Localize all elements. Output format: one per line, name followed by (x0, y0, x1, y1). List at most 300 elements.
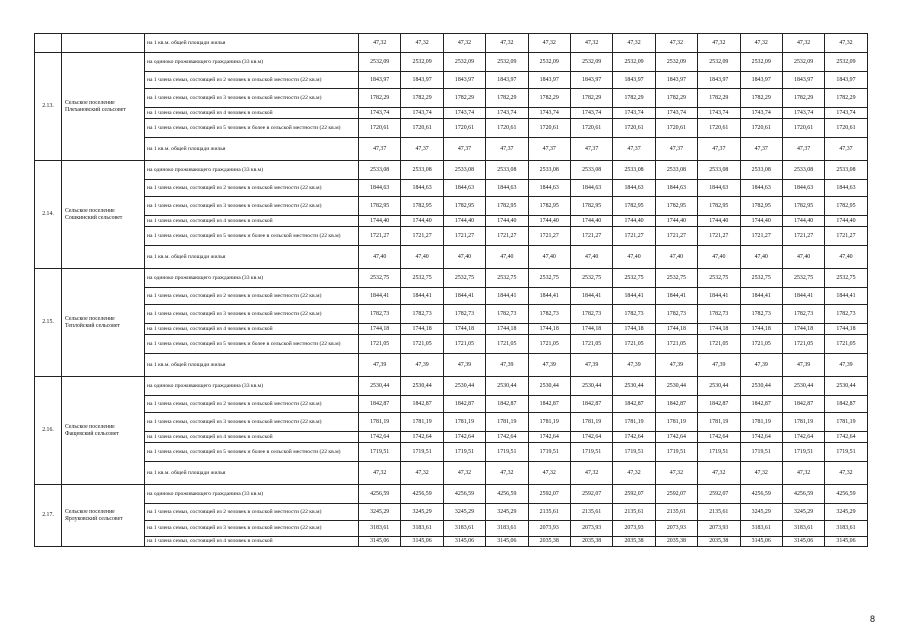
value-cell: 2530,44 (655, 377, 697, 396)
value-cell: 1744,40 (443, 216, 485, 227)
value-cell: 1744,18 (443, 324, 485, 335)
value-cell: 47,32 (740, 34, 782, 53)
value-cell: 1781,19 (570, 413, 612, 432)
row-label: на 1 члена семьи, состоящей из 5 человек и более в сельской местности (22 кв.м) (145, 335, 359, 354)
row-code: 2.16. (35, 377, 62, 485)
value-cell: 47,32 (443, 462, 485, 485)
value-cell: 2530,44 (782, 377, 824, 396)
value-cell: 1744,18 (655, 324, 697, 335)
value-cell: 1720,61 (613, 119, 655, 138)
value-cell: 1782,29 (740, 89, 782, 108)
table-row (35, 161, 868, 180)
table-row (35, 288, 868, 305)
value-cell: 1781,19 (782, 413, 824, 432)
value-cell: 1842,87 (655, 396, 697, 413)
value-cell: 47,39 (570, 354, 612, 377)
value-cell: 1844,63 (698, 180, 740, 197)
value-cell: 1719,51 (613, 443, 655, 462)
value-cell: 1721,27 (740, 227, 782, 246)
value-cell: 1781,19 (359, 413, 401, 432)
value-cell: 47,40 (825, 246, 867, 269)
value-cell: 2592,07 (655, 485, 697, 504)
table-row (35, 521, 868, 537)
row-label: на 1 члена семьи, состоящей из 4 человек в сельской (145, 537, 359, 547)
table-row (35, 504, 868, 521)
value-cell: 4256,59 (401, 485, 443, 504)
settlement-name: Сельское поселение Ярлуковский сельсовет (62, 485, 145, 547)
value-cell: 2533,08 (698, 161, 740, 180)
value-cell: 1720,61 (528, 119, 570, 138)
value-cell: 1742,64 (740, 432, 782, 443)
value-cell: 47,40 (740, 246, 782, 269)
value-cell: 2530,44 (740, 377, 782, 396)
value-cell: 1843,97 (825, 72, 867, 89)
value-cell: 1742,64 (528, 432, 570, 443)
value-cell: 1744,40 (740, 216, 782, 227)
table-row (35, 89, 868, 108)
value-cell: 2530,44 (570, 377, 612, 396)
value-cell: 1844,63 (443, 180, 485, 197)
value-cell: 2135,61 (655, 504, 697, 521)
value-cell: 3145,06 (486, 537, 528, 547)
table-row (35, 53, 868, 72)
value-cell: 1843,97 (359, 72, 401, 89)
value-cell: 2533,08 (825, 161, 867, 180)
value-cell: 1844,41 (698, 288, 740, 305)
value-cell: 3183,61 (825, 521, 867, 537)
value-cell: 1721,05 (528, 335, 570, 354)
value-cell: 1721,27 (528, 227, 570, 246)
value-cell: 47,37 (570, 138, 612, 161)
value-cell: 47,37 (528, 138, 570, 161)
value-cell: 1844,63 (782, 180, 824, 197)
value-cell: 1719,51 (698, 443, 740, 462)
value-cell: 1721,05 (359, 335, 401, 354)
value-cell: 2532,75 (782, 269, 824, 288)
value-cell: 1781,19 (613, 413, 655, 432)
value-cell: 1744,18 (486, 324, 528, 335)
value-cell: 1842,87 (443, 396, 485, 413)
value-cell: 2530,44 (698, 377, 740, 396)
value-cell: 47,32 (825, 34, 867, 53)
value-cell: 2035,38 (528, 537, 570, 547)
value-cell: 47,39 (782, 354, 824, 377)
value-cell: 1720,61 (401, 119, 443, 138)
value-cell: 3145,06 (401, 537, 443, 547)
value-cell: 47,32 (655, 34, 697, 53)
value-cell: 1844,41 (655, 288, 697, 305)
value-cell: 47,32 (443, 34, 485, 53)
page-number: 8 (870, 614, 876, 624)
value-cell: 1844,63 (613, 180, 655, 197)
value-cell: 1721,27 (782, 227, 824, 246)
value-cell: 3183,61 (740, 521, 782, 537)
value-cell: 1844,41 (528, 288, 570, 305)
value-cell: 3183,61 (359, 521, 401, 537)
row-label: на 1 члена семьи, состоящей из 3 человек в сельской местности (22 кв.м) (145, 521, 359, 537)
value-cell: 1742,64 (698, 432, 740, 443)
settlement-name: Сельское поселение Теплойский сельсовет (62, 269, 145, 377)
value-cell: 2532,09 (486, 53, 528, 72)
value-cell: 2532,09 (401, 53, 443, 72)
value-cell: 1744,18 (359, 324, 401, 335)
value-cell: 2533,08 (655, 161, 697, 180)
value-cell: 47,32 (698, 462, 740, 485)
value-cell: 1719,51 (443, 443, 485, 462)
row-label: на 1 члена семьи, состоящей из 3 человек в сельской местности (22 кв.м) (145, 89, 359, 108)
value-cell: 47,32 (401, 34, 443, 53)
value-cell: 1844,41 (443, 288, 485, 305)
value-cell: 2135,61 (698, 504, 740, 521)
row-label: на 1 кв.м. общей площади жилья (145, 138, 359, 161)
value-cell: 1782,73 (443, 305, 485, 324)
row-label: на 1 кв.м. общей площади жилья (145, 34, 359, 53)
value-cell: 1744,18 (698, 324, 740, 335)
row-label: на 1 члена семьи, состоящей из 3 человек в сельской местности (22 кв.м) (145, 305, 359, 324)
value-cell: 1743,74 (401, 108, 443, 119)
value-cell: 2533,08 (740, 161, 782, 180)
value-cell: 2530,44 (486, 377, 528, 396)
value-cell: 2532,09 (359, 53, 401, 72)
value-cell: 1842,87 (486, 396, 528, 413)
value-cell: 1744,18 (613, 324, 655, 335)
value-cell: 2532,75 (401, 269, 443, 288)
value-cell: 1744,40 (528, 216, 570, 227)
value-cell: 1843,97 (401, 72, 443, 89)
value-cell: 4256,59 (486, 485, 528, 504)
value-cell: 1744,40 (401, 216, 443, 227)
value-cell: 4256,59 (782, 485, 824, 504)
row-label: на 1 члена семьи, состоящей из 4 человек в сельской (145, 108, 359, 119)
value-cell: 1782,73 (655, 305, 697, 324)
value-cell: 1743,74 (655, 108, 697, 119)
value-cell: 1782,73 (698, 305, 740, 324)
value-cell: 2533,08 (528, 161, 570, 180)
value-cell: 1843,97 (528, 72, 570, 89)
value-cell: 1744,18 (401, 324, 443, 335)
table-row (35, 462, 868, 485)
value-cell: 1843,97 (613, 72, 655, 89)
value-cell: 1721,27 (401, 227, 443, 246)
value-cell: 3145,06 (443, 537, 485, 547)
value-cell: 4256,59 (443, 485, 485, 504)
row-label: на 1 члена семьи, состоящей из 2 человек в сельской местности (22 кв.м) (145, 180, 359, 197)
value-cell: 2035,38 (698, 537, 740, 547)
row-label: на одиноко проживающего гражданина (33 кв.м) (145, 161, 359, 180)
value-cell: 3245,29 (782, 504, 824, 521)
value-cell: 3245,29 (359, 504, 401, 521)
row-label: на 1 члена семьи, состоящей из 3 человек в сельской местности (22 кв.м) (145, 197, 359, 216)
value-cell: 1721,27 (613, 227, 655, 246)
value-cell: 47,32 (528, 34, 570, 53)
row-label: на 1 члена семьи, состоящей из 5 человек и более в сельской местности (22 кв.м) (145, 227, 359, 246)
table-row (35, 269, 868, 288)
value-cell: 47,32 (740, 462, 782, 485)
value-cell: 47,32 (698, 34, 740, 53)
table-row (35, 335, 868, 354)
value-cell: 1844,63 (528, 180, 570, 197)
value-cell: 1782,29 (698, 89, 740, 108)
value-cell: 1843,97 (782, 72, 824, 89)
value-cell: 1743,74 (613, 108, 655, 119)
value-cell: 1719,51 (825, 443, 867, 462)
value-cell: 1843,97 (740, 72, 782, 89)
table-row (35, 377, 868, 396)
value-cell: 1744,40 (486, 216, 528, 227)
row-label: на одиноко проживающего гражданина (33 кв.м) (145, 485, 359, 504)
value-cell: 1742,64 (570, 432, 612, 443)
value-cell: 47,40 (528, 246, 570, 269)
value-cell: 2530,44 (401, 377, 443, 396)
value-cell: 1744,40 (613, 216, 655, 227)
value-cell: 3245,29 (486, 504, 528, 521)
value-cell: 1742,64 (782, 432, 824, 443)
table-row (35, 216, 868, 227)
row-label: на 1 члена семьи, состоящей из 2 человек в сельской местности (22 кв.м) (145, 72, 359, 89)
value-cell: 1744,18 (740, 324, 782, 335)
value-cell: 2532,09 (570, 53, 612, 72)
value-cell: 47,39 (613, 354, 655, 377)
value-cell: 1844,63 (825, 180, 867, 197)
row-label: на 1 члена семьи, состоящей из 5 человек и более в сельской местности (22 кв.м) (145, 119, 359, 138)
value-cell: 1842,87 (359, 396, 401, 413)
value-cell: 1720,61 (698, 119, 740, 138)
value-cell: 1742,64 (825, 432, 867, 443)
value-cell: 1782,73 (486, 305, 528, 324)
value-cell: 3145,06 (782, 537, 824, 547)
value-cell: 2533,08 (782, 161, 824, 180)
value-cell: 1844,63 (359, 180, 401, 197)
value-cell: 47,40 (443, 246, 485, 269)
value-cell: 2532,09 (528, 53, 570, 72)
row-label: на 1 члена семьи, состоящей из 2 человек в сельской местности (22 кв.м) (145, 396, 359, 413)
value-cell: 1782,95 (782, 197, 824, 216)
value-cell: 1719,51 (359, 443, 401, 462)
value-cell: 1721,05 (486, 335, 528, 354)
value-cell: 47,37 (486, 138, 528, 161)
value-cell: 1842,87 (613, 396, 655, 413)
value-cell: 2533,08 (486, 161, 528, 180)
value-cell: 1721,05 (825, 335, 867, 354)
value-cell: 1782,29 (825, 89, 867, 108)
value-cell: 1842,87 (570, 396, 612, 413)
row-label: на 1 члена семьи, состоящей из 2 человек в сельской местности (22 кв.м) (145, 288, 359, 305)
value-cell: 47,37 (655, 138, 697, 161)
table-row (35, 138, 868, 161)
value-cell: 1743,74 (698, 108, 740, 119)
value-cell: 2533,08 (570, 161, 612, 180)
value-cell: 2532,09 (613, 53, 655, 72)
table-row (35, 180, 868, 197)
value-cell: 2532,75 (825, 269, 867, 288)
value-cell: 47,40 (698, 246, 740, 269)
value-cell: 1842,87 (782, 396, 824, 413)
value-cell: 1782,29 (486, 89, 528, 108)
value-cell: 1842,87 (825, 396, 867, 413)
value-cell: 47,37 (698, 138, 740, 161)
row-label: на 1 кв.м. общей площади жилья (145, 462, 359, 485)
value-cell: 1742,64 (443, 432, 485, 443)
value-cell: 47,32 (825, 462, 867, 485)
value-cell: 1721,27 (359, 227, 401, 246)
value-cell: 47,32 (655, 462, 697, 485)
value-cell: 1844,41 (570, 288, 612, 305)
table-row (35, 197, 868, 216)
value-cell: 2073,93 (528, 521, 570, 537)
value-cell: 3183,61 (401, 521, 443, 537)
table-row (35, 227, 868, 246)
value-cell: 1744,18 (825, 324, 867, 335)
value-cell: 1782,95 (655, 197, 697, 216)
value-cell: 1781,19 (401, 413, 443, 432)
value-cell: 3245,29 (443, 504, 485, 521)
value-cell: 1782,95 (825, 197, 867, 216)
value-cell: 2532,09 (655, 53, 697, 72)
value-cell: 47,32 (613, 34, 655, 53)
value-cell: 1782,73 (740, 305, 782, 324)
value-cell: 1743,74 (740, 108, 782, 119)
value-cell: 47,32 (359, 462, 401, 485)
value-cell: 1842,87 (528, 396, 570, 413)
value-cell: 4256,59 (740, 485, 782, 504)
value-cell: 1719,51 (486, 443, 528, 462)
value-cell: 1720,61 (782, 119, 824, 138)
value-cell: 3245,29 (825, 504, 867, 521)
value-cell: 2592,07 (613, 485, 655, 504)
value-cell: 1743,74 (443, 108, 485, 119)
value-cell: 47,32 (359, 34, 401, 53)
table-row (35, 432, 868, 443)
value-cell: 47,40 (401, 246, 443, 269)
value-cell: 1743,74 (486, 108, 528, 119)
value-cell: 1843,97 (570, 72, 612, 89)
settlement-name: Сельское поселение Плехановский сельсовет (62, 53, 145, 161)
value-cell: 47,40 (782, 246, 824, 269)
value-cell: 47,40 (613, 246, 655, 269)
value-cell: 1720,61 (825, 119, 867, 138)
value-cell: 1782,95 (570, 197, 612, 216)
value-cell: 1782,29 (782, 89, 824, 108)
settlement-name: Сельское поселение Сошкинский сельсовет (62, 161, 145, 269)
value-cell: 47,32 (782, 34, 824, 53)
value-cell: 3245,29 (740, 504, 782, 521)
value-cell: 1781,19 (486, 413, 528, 432)
value-cell: 47,39 (528, 354, 570, 377)
value-cell: 1721,05 (401, 335, 443, 354)
value-cell: 1844,41 (613, 288, 655, 305)
row-label: на 1 члена семьи, состоящей из 4 человек в сельской (145, 324, 359, 335)
value-cell: 2135,61 (613, 504, 655, 521)
value-cell: 2532,75 (698, 269, 740, 288)
value-cell: 2532,09 (782, 53, 824, 72)
value-cell: 1844,63 (655, 180, 697, 197)
value-cell: 2530,44 (443, 377, 485, 396)
value-cell: 1781,19 (825, 413, 867, 432)
value-cell: 1721,27 (698, 227, 740, 246)
value-cell: 2073,93 (570, 521, 612, 537)
table-row (35, 34, 868, 53)
value-cell: 47,32 (570, 462, 612, 485)
value-cell: 47,32 (570, 34, 612, 53)
value-cell: 1719,51 (528, 443, 570, 462)
value-cell: 1843,97 (698, 72, 740, 89)
value-cell: 1782,95 (486, 197, 528, 216)
value-cell: 1721,05 (740, 335, 782, 354)
value-cell: 2073,93 (613, 521, 655, 537)
value-cell: 1721,05 (655, 335, 697, 354)
row-code: 2.17. (35, 485, 62, 547)
value-cell: 47,37 (782, 138, 824, 161)
row-label: на 1 члена семьи, состоящей из 2 человек в сельской местности (22 кв.м) (145, 504, 359, 521)
value-cell: 1719,51 (655, 443, 697, 462)
value-cell: 1742,64 (486, 432, 528, 443)
value-cell: 1842,87 (401, 396, 443, 413)
value-cell: 1743,74 (782, 108, 824, 119)
value-cell: 1844,63 (570, 180, 612, 197)
value-cell: 2592,07 (698, 485, 740, 504)
value-cell: 1743,74 (528, 108, 570, 119)
value-cell: 1719,51 (570, 443, 612, 462)
tariff-table (34, 33, 868, 547)
value-cell: 47,40 (570, 246, 612, 269)
row-label: на 1 члена семьи, состоящей из 4 человек в сельской (145, 432, 359, 443)
value-cell: 2073,93 (698, 521, 740, 537)
value-cell: 2073,93 (655, 521, 697, 537)
value-cell: 2533,08 (401, 161, 443, 180)
value-cell: 1720,61 (486, 119, 528, 138)
value-cell: 1842,87 (698, 396, 740, 413)
value-cell: 47,39 (655, 354, 697, 377)
value-cell: 47,39 (401, 354, 443, 377)
value-cell: 1781,19 (443, 413, 485, 432)
value-cell: 47,39 (740, 354, 782, 377)
value-cell: 1782,29 (443, 89, 485, 108)
value-cell: 1844,63 (401, 180, 443, 197)
value-cell: 1782,73 (825, 305, 867, 324)
value-cell: 1842,87 (740, 396, 782, 413)
value-cell: 2530,44 (825, 377, 867, 396)
value-cell: 2532,75 (528, 269, 570, 288)
value-cell: 3145,06 (740, 537, 782, 547)
value-cell: 1719,51 (401, 443, 443, 462)
value-cell: 1742,64 (655, 432, 697, 443)
value-cell: 1843,97 (486, 72, 528, 89)
value-cell: 1782,29 (401, 89, 443, 108)
value-cell: 1782,95 (613, 197, 655, 216)
value-cell: 1782,95 (443, 197, 485, 216)
value-cell: 2532,75 (443, 269, 485, 288)
value-cell: 1782,95 (528, 197, 570, 216)
value-cell: 1844,41 (359, 288, 401, 305)
value-cell: 1844,41 (740, 288, 782, 305)
row-label: на 1 члена семьи, состоящей из 5 человек и более в сельской местности (22 кв.м) (145, 443, 359, 462)
value-cell: 2532,75 (613, 269, 655, 288)
value-cell: 1782,29 (528, 89, 570, 108)
value-cell: 1719,51 (740, 443, 782, 462)
value-cell: 3245,29 (401, 504, 443, 521)
value-cell: 1721,27 (570, 227, 612, 246)
value-cell: 1844,63 (740, 180, 782, 197)
value-cell: 1720,61 (359, 119, 401, 138)
row-label: на одиноко проживающего гражданина (33 кв.м) (145, 269, 359, 288)
value-cell: 2035,38 (613, 537, 655, 547)
value-cell: 2035,38 (655, 537, 697, 547)
value-cell: 1721,05 (782, 335, 824, 354)
value-cell: 1744,40 (359, 216, 401, 227)
value-cell: 47,37 (359, 138, 401, 161)
value-cell: 2135,61 (570, 504, 612, 521)
value-cell: 1782,95 (698, 197, 740, 216)
